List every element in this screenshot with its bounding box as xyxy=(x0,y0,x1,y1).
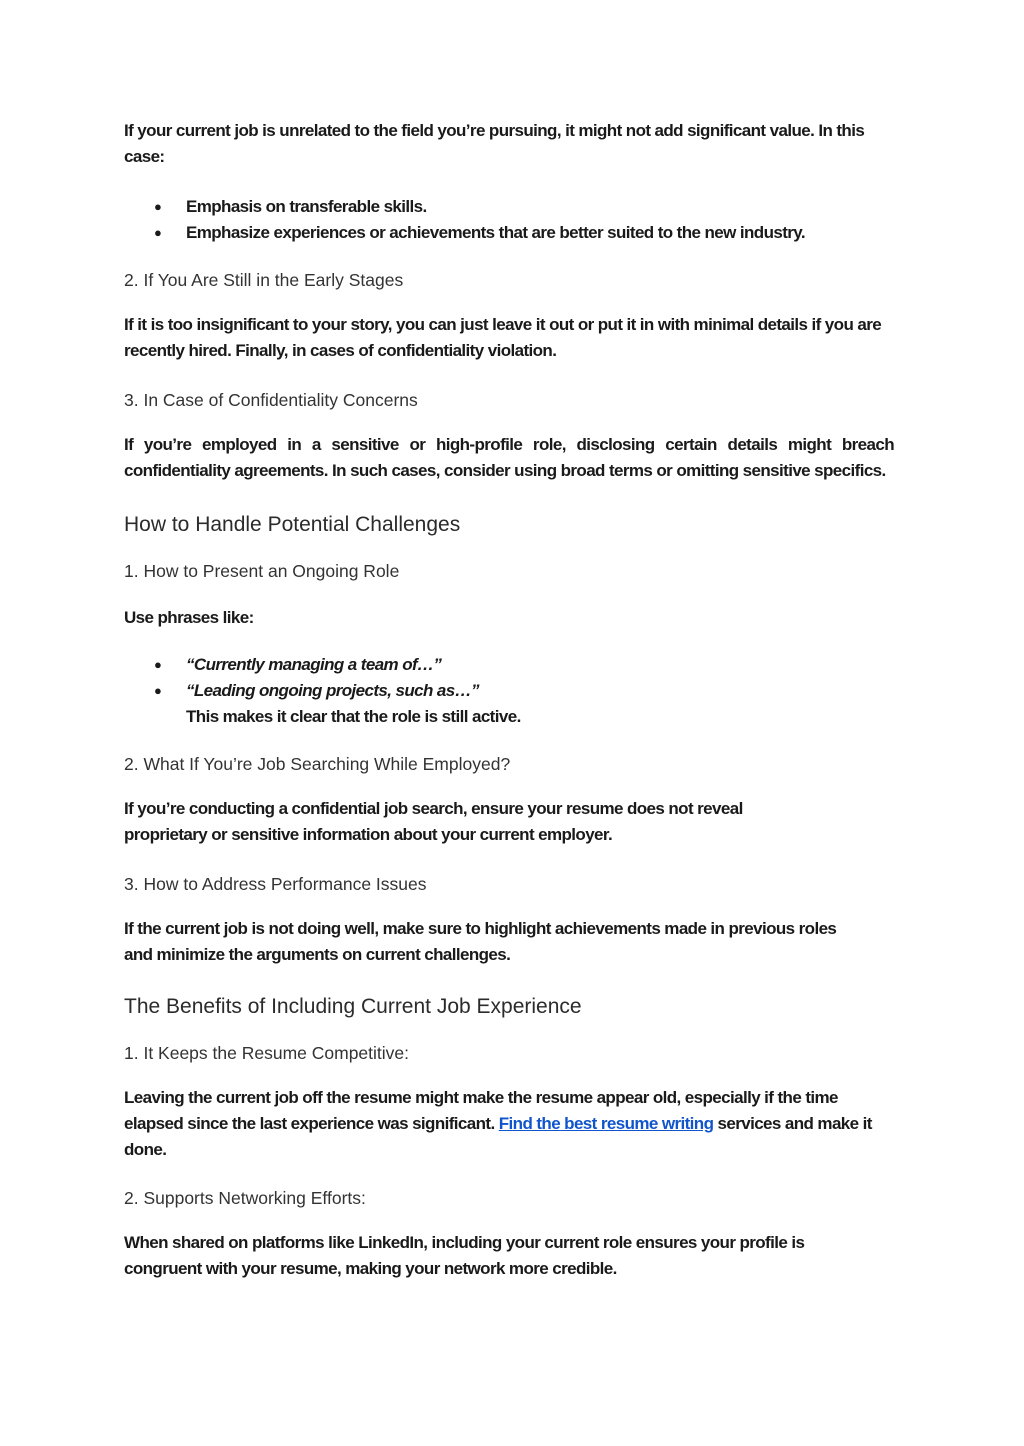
list-item: ● “Leading ongoing projects, such as…” xyxy=(124,678,894,704)
confidentiality-paragraph: If you’re employed in a sensitive or high-profile role, disclosing certain details might breach confidentiality agreements. In such cases, consider using broad terms or omitting sensitive specifics. xyxy=(124,435,894,480)
benefits-heading: The Benefits of Including Current Job Experience xyxy=(124,995,582,1018)
bullet-icon: ● xyxy=(154,199,162,214)
early-stages-paragraph: If it is too insignificant to your story, you can just leave it out or put it in with minimal details if you are recently hired. Finally, in cases of confidentiality violation. xyxy=(124,315,882,360)
intro-bullet-list xyxy=(124,194,894,246)
early-stages-heading: 2. If You Are Still in the Early Stages xyxy=(124,270,404,290)
ongoing-role-note: This makes it clear that the role is still active. xyxy=(186,707,521,726)
competitive-heading: 1. It Keeps the Resume Competitive: xyxy=(124,1043,409,1063)
list-item: ● Emphasize experiences or achievements that are better suited to the new industry. xyxy=(124,220,894,246)
challenges-heading: How to Handle Potential Challenges xyxy=(124,513,461,536)
job-searching-paragraph: If you’re conducting a confidential job search, ensure your resume does not reveal proprietary or sensitive information about your current employer. xyxy=(124,799,743,844)
list-item: ● Emphasis on transferable skills. xyxy=(124,194,894,220)
document-page xyxy=(124,118,894,1282)
ongoing-role-heading: 1. How to Present an Ongoing Role xyxy=(124,561,400,581)
intro-paragraph: If your current job is unrelated to the field you’re pursuing, it might not add significant value. In this case: xyxy=(124,121,865,166)
use-phrases-lead: Use phrases like: xyxy=(124,608,254,627)
resume-writing-link[interactable]: Find the best resume writing xyxy=(498,1114,714,1133)
list-item: ● “Currently managing a team of…” xyxy=(124,652,894,678)
job-searching-heading: 2. What If You’re Job Searching While Employed? xyxy=(124,754,511,774)
performance-paragraph: If the current job is not doing well, make sure to highlight achievements made in previous roles and minimize the arguments on current challenges. xyxy=(124,919,837,964)
confidentiality-heading: 3. In Case of Confidentiality Concerns xyxy=(124,390,418,410)
competitive-paragraph: Leaving the current job off the resume might make the resume appear old, especially if the time elapsed since the last experience was significant. Find the best resume writing services and make it done. xyxy=(124,1088,872,1159)
bullet-icon: ● xyxy=(154,683,162,698)
bullet-icon: ● xyxy=(154,225,162,240)
networking-paragraph: When shared on platforms like LinkedIn, including your current role ensures your profile is congruent with your resume, making your network more credible. xyxy=(124,1233,805,1278)
networking-heading: 2. Supports Networking Efforts: xyxy=(124,1188,366,1208)
bullet-icon: ● xyxy=(154,657,162,672)
performance-heading: 3. How to Address Performance Issues xyxy=(124,874,427,894)
phrases-bullet-list xyxy=(124,652,894,704)
